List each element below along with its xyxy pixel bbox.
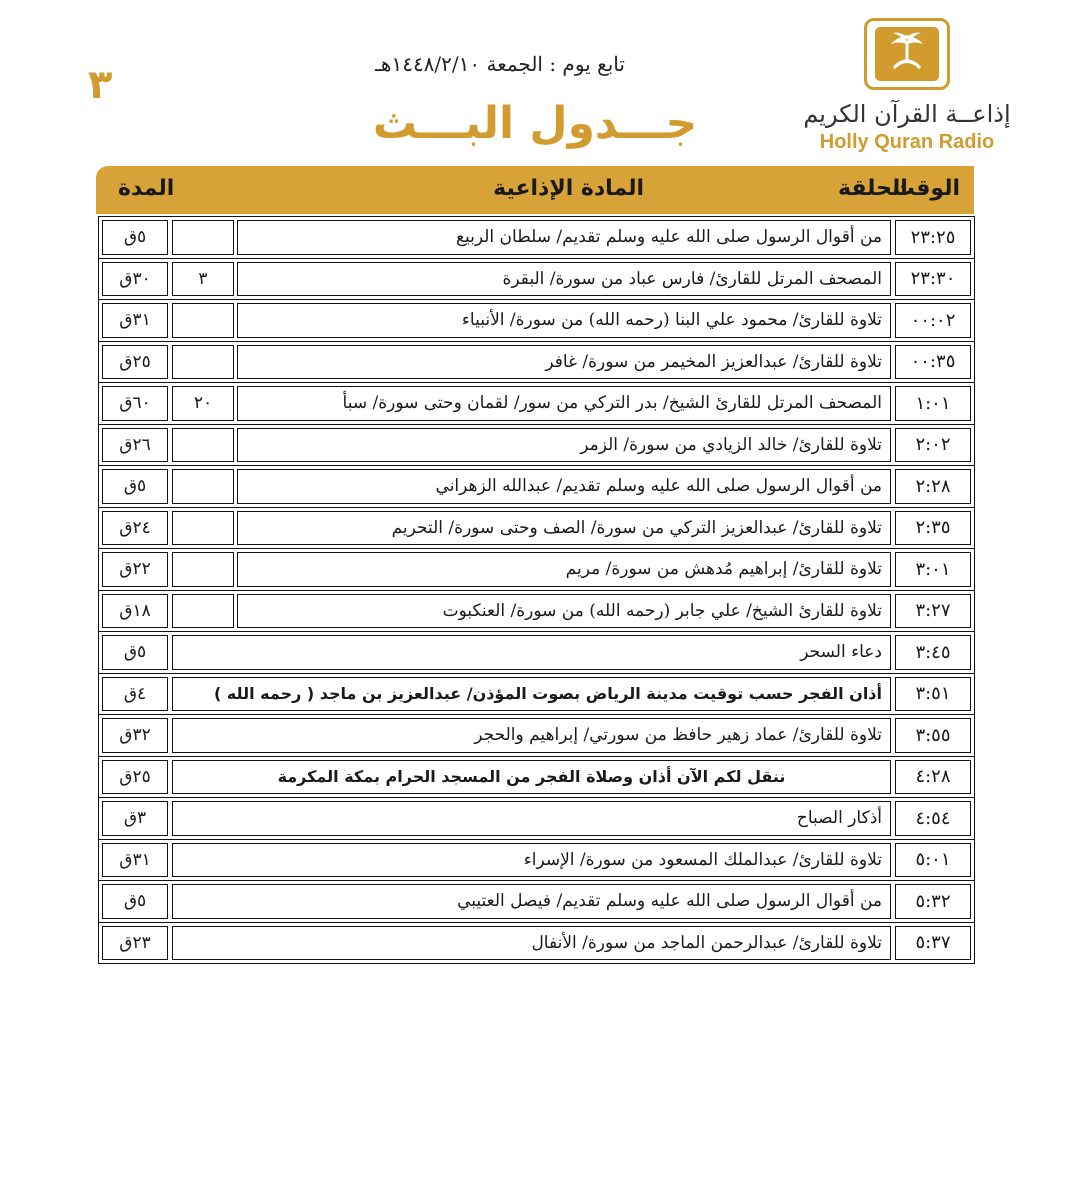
episode-cell: ٣ <box>172 262 234 297</box>
duration-cell: ٢٢ق <box>102 552 168 587</box>
program-cell: تلاوة للقارئ/ عماد زهير حافظ من سورتي/ إبراهيم والحجر <box>172 718 891 753</box>
episode-cell <box>172 220 234 255</box>
table-row <box>99 881 974 923</box>
duration-cell: ٥ق <box>102 469 168 504</box>
time-cell: ٤:٥٤ <box>895 801 971 836</box>
logo-frame <box>864 18 950 90</box>
table-row <box>99 923 974 964</box>
table-row <box>99 508 974 550</box>
time-cell: ٣:٢٧ <box>895 594 971 629</box>
time-cell: ١:٠١ <box>895 386 971 421</box>
time-cell: ٣:٤٥ <box>895 635 971 670</box>
time-cell: ٢:٢٨ <box>895 469 971 504</box>
episode-cell <box>172 511 234 546</box>
time-cell: ٠٠:٠٢ <box>895 303 971 338</box>
station-logo <box>796 18 1026 158</box>
episode-cell <box>172 552 234 587</box>
program-cell: تلاوة للقارئ/ عبدالملك المسعود من سورة/ الإسراء <box>172 843 891 878</box>
time-cell: ٣:٥٥ <box>895 718 971 753</box>
program-cell: تلاوة للقارئ/ عبدالعزيز التركي من سورة/ الصف وحتى سورة/ التحريم <box>237 511 891 546</box>
table-row <box>99 840 974 882</box>
program-cell: دعاء السحر <box>172 635 891 670</box>
table-row <box>99 549 974 591</box>
program-cell: تلاوة للقارئ/ عبدالرحمن الماجد من سورة/ الأنفال <box>172 926 891 961</box>
time-cell: ٢٣:٢٥ <box>895 220 971 255</box>
logo-arabic-name: إذاعــة القرآن الكريم <box>803 100 1011 128</box>
table-row <box>99 798 974 840</box>
duration-cell: ٥ق <box>102 635 168 670</box>
program-cell: تلاوة للقارئ الشيخ/ علي جابر (رحمه الله) من سورة/ العنكبوت <box>237 594 891 629</box>
time-cell: ٣:٥١ <box>895 677 971 712</box>
program-cell: تلاوة للقارئ/ خالد الزيادي من سورة/ الزمر <box>237 428 891 463</box>
table-row <box>99 674 974 716</box>
broadcast-schedule-table <box>98 216 975 964</box>
time-cell: ٥:٣٧ <box>895 926 971 961</box>
program-cell: تلاوة للقارئ/ محمود علي البنا (رحمه الله) من سورة/ الأنبياء <box>237 303 891 338</box>
duration-cell: ٢٣ق <box>102 926 168 961</box>
logo-english-name: Holly Quran Radio <box>819 131 995 153</box>
table-row <box>99 217 974 259</box>
table-row <box>99 715 974 757</box>
duration-cell: ٣٢ق <box>102 718 168 753</box>
duration-cell: ٦٠ق <box>102 386 168 421</box>
duration-cell: ٤ق <box>102 677 168 712</box>
table-header <box>96 166 974 214</box>
duration-cell: ٣٠ق <box>102 262 168 297</box>
episode-cell <box>172 345 234 380</box>
header-episode: الحلقة <box>838 176 908 201</box>
program-cell: المصحف المرتل للقارئ/ فارس عباد من سورة/ البقرة <box>237 262 891 297</box>
duration-cell: ١٨ق <box>102 594 168 629</box>
program-cell: ننقل لكم الآن أذان وصلاة الفجر من المسجد الحرام بمكة المكرمة <box>172 760 891 795</box>
duration-cell: ٢٥ق <box>102 345 168 380</box>
duration-cell: ٢٤ق <box>102 511 168 546</box>
program-cell: من أقوال الرسول صلى الله عليه وسلم تقديم/ فيصل العتيبي <box>172 884 891 919</box>
program-cell: من أقوال الرسول صلى الله عليه وسلم تقديم/ عبدالله الزهراني <box>237 469 891 504</box>
header-time: الوقت <box>892 176 960 201</box>
time-cell: ٣:٠١ <box>895 552 971 587</box>
duration-cell: ٣ق <box>102 801 168 836</box>
episode-cell <box>172 303 234 338</box>
table-row <box>99 300 974 342</box>
page-title: جـــدول البـــث <box>372 98 698 149</box>
episode-cell: ٢٠ <box>172 386 234 421</box>
program-cell: أذكار الصباح <box>172 801 891 836</box>
page-number: ٣ <box>88 62 113 108</box>
table-row <box>99 383 974 425</box>
table-row <box>99 425 974 467</box>
time-cell: ٠٠:٣٥ <box>895 345 971 380</box>
episode-cell <box>172 469 234 504</box>
time-cell: ٤:٢٨ <box>895 760 971 795</box>
duration-cell: ٣١ق <box>102 303 168 338</box>
header-duration: المدة <box>118 176 175 201</box>
program-cell: تلاوة للقارئ/ إبراهيم مُدهش من سورة/ مريم <box>237 552 891 587</box>
header-item: المادة الإذاعية <box>493 176 644 201</box>
program-cell: المصحف المرتل للقارئ الشيخ/ بدر التركي من سور/ لقمان وحتى سورة/ سبأ <box>237 386 891 421</box>
palm-swords-emblem-icon <box>875 27 939 81</box>
table-row <box>99 757 974 799</box>
table-row <box>99 632 974 674</box>
duration-cell: ٢٥ق <box>102 760 168 795</box>
schedule-date-subtitle: تابع يوم : الجمعة ١٤٤٨/٢/١٠هـ <box>375 52 625 76</box>
time-cell: ٢:٣٥ <box>895 511 971 546</box>
episode-cell <box>172 594 234 629</box>
table-row <box>99 466 974 508</box>
duration-cell: ٥ق <box>102 220 168 255</box>
program-cell: من أقوال الرسول صلى الله عليه وسلم تقديم/ سلطان الربيع <box>237 220 891 255</box>
time-cell: ٢:٠٢ <box>895 428 971 463</box>
table-row <box>99 342 974 384</box>
time-cell: ٥:٣٢ <box>895 884 971 919</box>
program-cell: تلاوة للقارئ/ عبدالعزيز المخيمر من سورة/ غافر <box>237 345 891 380</box>
time-cell: ٢٣:٣٠ <box>895 262 971 297</box>
table-row <box>99 259 974 301</box>
duration-cell: ٢٦ق <box>102 428 168 463</box>
table-row <box>99 591 974 633</box>
time-cell: ٥:٠١ <box>895 843 971 878</box>
episode-cell <box>172 428 234 463</box>
duration-cell: ٥ق <box>102 884 168 919</box>
program-cell: أذان الفجر حسب توقيت مدينة الرياض بصوت المؤذن/ عبدالعزيز بن ماجد ( رحمه الله ) <box>172 677 891 712</box>
duration-cell: ٣١ق <box>102 843 168 878</box>
